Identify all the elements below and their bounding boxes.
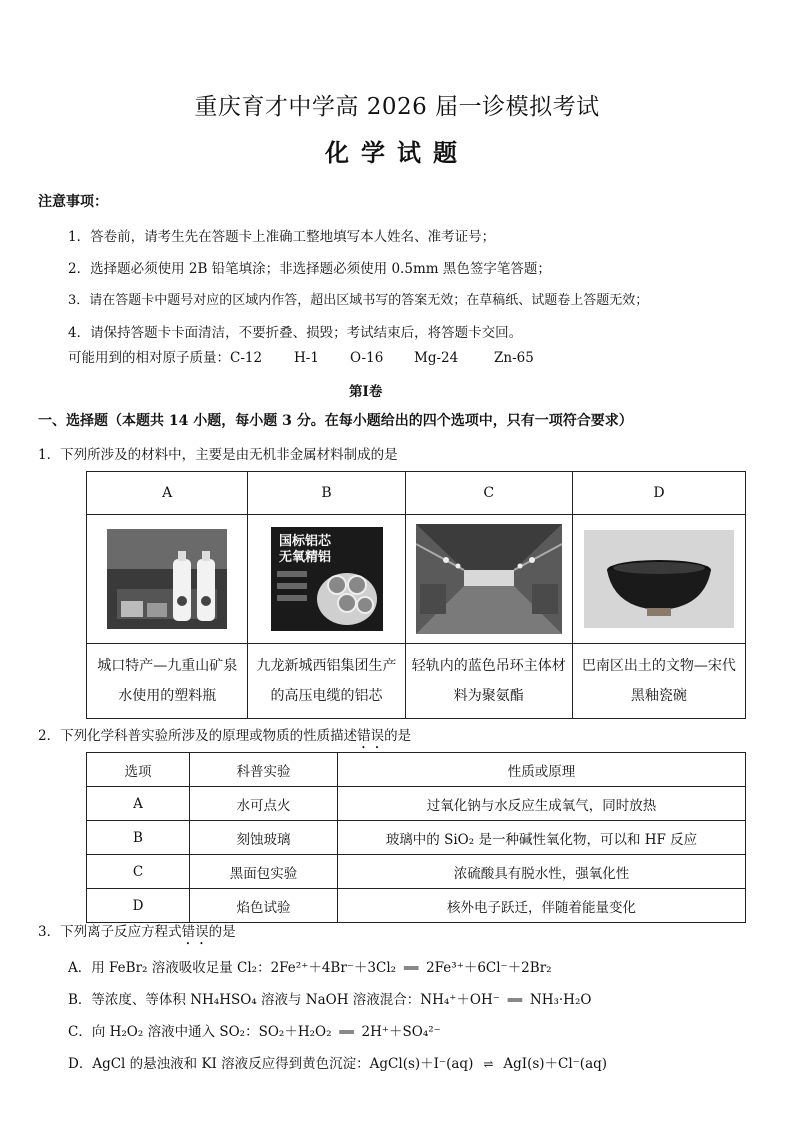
q2-stem-emphasis: 错误 xyxy=(357,728,385,744)
atomic-mass: O-16 xyxy=(350,350,384,366)
notice-item: 2．选择题必须使用 2B 铅笔填涂；非选择题必须使用 0.5mm 黑色签字笔答题； xyxy=(68,261,551,277)
water-bottles-photo xyxy=(107,529,227,629)
q1-options-table xyxy=(86,471,746,719)
q1-header-a: A xyxy=(87,472,248,515)
q1-header-d: D xyxy=(572,472,745,515)
q2-cell: C xyxy=(87,855,190,889)
q3-option-b-left: NH₄⁺＋OH⁻ xyxy=(420,992,500,1008)
atomic-masses xyxy=(68,346,534,366)
notice-heading: 注意事项： xyxy=(38,194,108,210)
notice-item: 1．答卷前，请考生先在答题卡上准确工整地填写本人姓名、准考证号； xyxy=(68,229,496,245)
q3-option-c-right: 2H⁺＋SO₄²⁻ xyxy=(361,1024,441,1040)
atomic-mass: C-12 xyxy=(230,350,263,366)
q3-option-a xyxy=(68,956,552,976)
q3-option-b-right: NH₃·H₂O xyxy=(529,992,592,1008)
q3-option-b-label: B．等浓度、等体积 NH₄HSO₄ 溶液与 NaOH 溶液混合： xyxy=(68,992,421,1008)
q1-image-d-cell xyxy=(572,515,745,644)
q3-stem-pre: 3．下列离子反应方程式 xyxy=(38,924,182,940)
q2-stem-post: 的是 xyxy=(384,728,412,744)
q3-option-c xyxy=(68,1020,441,1040)
q3-stem xyxy=(38,920,236,948)
q2-table xyxy=(86,752,746,923)
q1-image-b-cell xyxy=(248,515,405,644)
part-title: 一、选择题（本题共 14 小题，每小题 3 分。在每小题给出的四个选项中，只有一项符合要求） xyxy=(38,413,633,429)
q2-header-option: 选项 xyxy=(87,753,190,787)
q1-caption-a: 城口特产—九重山矿泉水使用的塑料瓶 xyxy=(87,644,248,719)
q2-cell: 浓硫酸具有脱水性，强氧化性 xyxy=(338,855,746,889)
cable-ad-line1: 国标铝芯 xyxy=(278,534,331,549)
q1-header-b: B xyxy=(248,472,405,515)
q3-option-d xyxy=(68,1052,607,1072)
q2-cell: 玻璃中的 SiO₂ 是一种碱性氧化物，可以和 HF 反应 xyxy=(338,821,746,855)
exam-title: 重庆育才中学高 2026 届一诊模拟考试 xyxy=(194,94,600,120)
q2-cell: A xyxy=(87,787,190,821)
q2-stem-pre: 2．下列化学科普实验所涉及的原理或物质的性质描述 xyxy=(38,728,358,744)
equals-sign-icon: ══ xyxy=(507,993,523,1007)
equilibrium-arrow-icon: ⇌ xyxy=(483,1057,494,1071)
q2-cell: B xyxy=(87,821,190,855)
q3-option-a-label: A．用 FeBr₂ 溶液吸收足量 Cl₂： xyxy=(68,960,271,976)
atomic-mass: Mg-24 xyxy=(414,350,459,366)
q2-header-principle: 性质或原理 xyxy=(338,753,746,787)
q2-stem xyxy=(38,724,411,752)
q3-stem-post: 的是 xyxy=(208,924,236,940)
table-row xyxy=(87,855,746,889)
q3-option-d-label: D．AgCl 的悬浊液和 KI 溶液反应得到黄色沉淀： xyxy=(68,1056,370,1072)
table-row xyxy=(87,889,746,923)
q3-option-a-left: 2Fe²⁺＋4Br⁻＋3Cl₂ xyxy=(270,960,397,976)
q3-option-b xyxy=(68,988,591,1008)
q1-caption-d: 巴南区出土的文物—宋代黑釉瓷碗 xyxy=(572,644,745,719)
aluminum-cable-photo xyxy=(271,527,383,631)
table-row xyxy=(87,821,746,855)
equals-sign-icon: ══ xyxy=(403,961,419,975)
q2-cell: 焰色试验 xyxy=(190,889,338,923)
q1-header-c: C xyxy=(405,472,572,515)
atomic-mass-label: 可能用到的相对原子质量： xyxy=(68,350,230,366)
section-title: 第Ⅰ卷 xyxy=(349,384,383,400)
table-row xyxy=(87,787,746,821)
q2-cell: 过氧化钠与水反应生成氧气，同时放热 xyxy=(338,787,746,821)
q2-cell: 水可点火 xyxy=(190,787,338,821)
q2-cell: 刻蚀玻璃 xyxy=(190,821,338,855)
equals-sign-icon: ══ xyxy=(339,1025,354,1039)
black-glazed-bowl-photo xyxy=(584,530,734,628)
q1-image-a-cell xyxy=(87,515,248,644)
q3-option-c-label: C．向 H₂O₂ 溶液中通入 SO₂： xyxy=(68,1024,259,1040)
q2-cell: 黑面包实验 xyxy=(190,855,338,889)
notice-item: 3．请在答题卡中题号对应的区域内作答，超出区域书写的答案无效；在草稿纸、试题卷上答题无效； xyxy=(68,293,649,308)
q3-stem-emphasis: 错误 xyxy=(181,924,209,940)
atomic-mass: Zn-65 xyxy=(494,350,534,366)
notice-item: 4．请保持答题卡卡面清洁，不要折叠、损毁；考试结束后，将答题卡交回。 xyxy=(68,325,523,341)
q1-stem: 1．下列所涉及的材料中，主要是由无机非金属材料制成的是 xyxy=(38,447,398,463)
q3-option-d-right: AgI(s)＋Cl⁻(aq) xyxy=(503,1056,608,1072)
q1-caption-b: 九龙新城西铝集团生产的高压电缆的铝芯 xyxy=(248,644,405,719)
q2-cell: 核外电子跃迁，伴随着能量变化 xyxy=(338,889,746,923)
subject-title: 化学试题 xyxy=(325,138,469,167)
q3-option-c-left: SO₂＋H₂O₂ xyxy=(258,1024,332,1040)
q2-header-experiment: 科普实验 xyxy=(190,753,338,787)
q1-caption-c: 轻轨内的蓝色吊环主体材料为聚氨酯 xyxy=(405,644,572,719)
q2-cell: D xyxy=(87,889,190,923)
cable-ad-line2: 无氧精铝 xyxy=(278,550,331,565)
q1-image-c-cell xyxy=(405,515,572,644)
light-rail-interior-photo xyxy=(416,524,562,634)
q3-option-a-right: 2Fe³⁺＋6Cl⁻＋2Br₂ xyxy=(426,960,552,976)
q3-option-d-left: AgCl(s)＋I⁻(aq) xyxy=(369,1056,474,1072)
atomic-mass: H-1 xyxy=(294,350,319,366)
